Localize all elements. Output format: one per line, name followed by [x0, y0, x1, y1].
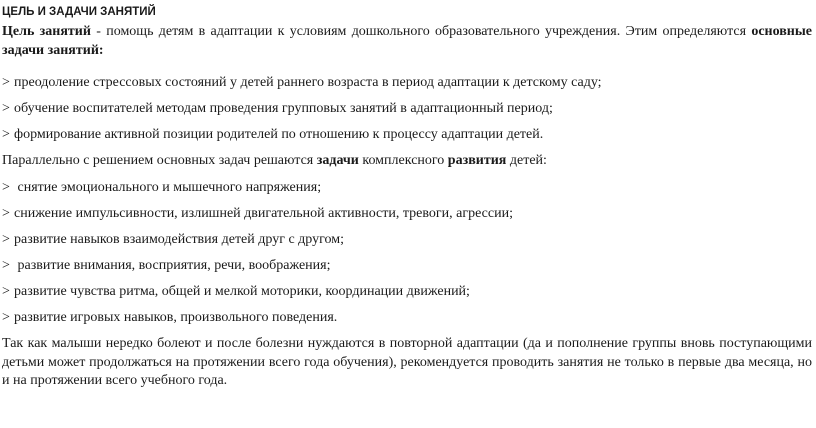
- goal-text: - помощь детям в адаптации к условиям дошкольного образовательного учреждения. Этим определяются: [90, 24, 752, 39]
- parallel-development-word: развития: [447, 153, 507, 168]
- main-task-item: [2, 73, 602, 92]
- main-task-text: формирование активной позиции родителей по отношению к процессу адаптации детей.: [14, 127, 544, 142]
- bullet-marker: >: [2, 232, 10, 247]
- bullet-marker: >: [2, 75, 10, 90]
- main-tasks-label: основные задачи занятий:: [2, 24, 813, 58]
- dev-task-item: [2, 230, 344, 249]
- dev-task-item: [2, 204, 513, 223]
- bullet-marker: >: [2, 101, 10, 116]
- goal-paragraph: [2, 22, 812, 60]
- main-task-item: [2, 99, 553, 118]
- dev-task-item: [2, 308, 337, 327]
- dev-task-item: [2, 256, 330, 275]
- dev-task-text: развитие чувства ритма, общей и мелкой моторики, координации движений;: [14, 284, 470, 299]
- parallel-paragraph: [2, 151, 547, 170]
- dev-task-item: [2, 282, 470, 301]
- closing-paragraph: Так как малыши нередко болеют и после болезни нуждаются в повторной адаптации (да и пополнение группы вновь поступающими детьми может продолжаться на протяжении всего года обучения), рекомендуется проводить занятия не только в первые два месяца, но и на протяжении всего учебного года.: [2, 336, 812, 388]
- goal-label: Цель занятий: [2, 24, 91, 39]
- dev-task-text: снятие эмоционального и мышечного напряжения;: [14, 180, 322, 195]
- dev-task-text: развитие игровых навыков, произвольного поведения.: [14, 310, 338, 325]
- dev-task-text: развитие навыков взаимодействия детей друг с другом;: [14, 232, 344, 247]
- bullet-marker: >: [2, 258, 10, 273]
- dev-task-text: снижение импульсивности, излишней двигательной активности, тревоги, агрессии;: [14, 206, 513, 221]
- main-task-text: обучение воспитателей методам проведения групповых занятий в адаптационный период;: [14, 101, 553, 116]
- parallel-middle: комплексного: [358, 153, 448, 168]
- bullet-marker: >: [2, 206, 10, 221]
- parallel-prefix: Параллельно с решением основных задач решаются: [2, 153, 317, 168]
- main-task-item: [2, 125, 543, 144]
- dev-task-item: [2, 178, 321, 197]
- parallel-suffix: детей:: [506, 153, 547, 168]
- page-title: ЦЕЛЬ И ЗАДАЧИ ЗАНЯТИЙ: [2, 6, 156, 18]
- bullet-marker: >: [2, 127, 10, 142]
- parallel-tasks-word: задачи: [316, 153, 359, 168]
- main-task-text: преодоление стрессовых состояний у детей раннего возраста в период адаптации к детскому саду;: [14, 75, 602, 90]
- dev-task-text: развитие внимания, восприятия, речи, воображения;: [14, 258, 331, 273]
- bullet-marker: >: [2, 180, 10, 195]
- bullet-marker: >: [2, 310, 10, 325]
- bullet-marker: >: [2, 284, 10, 299]
